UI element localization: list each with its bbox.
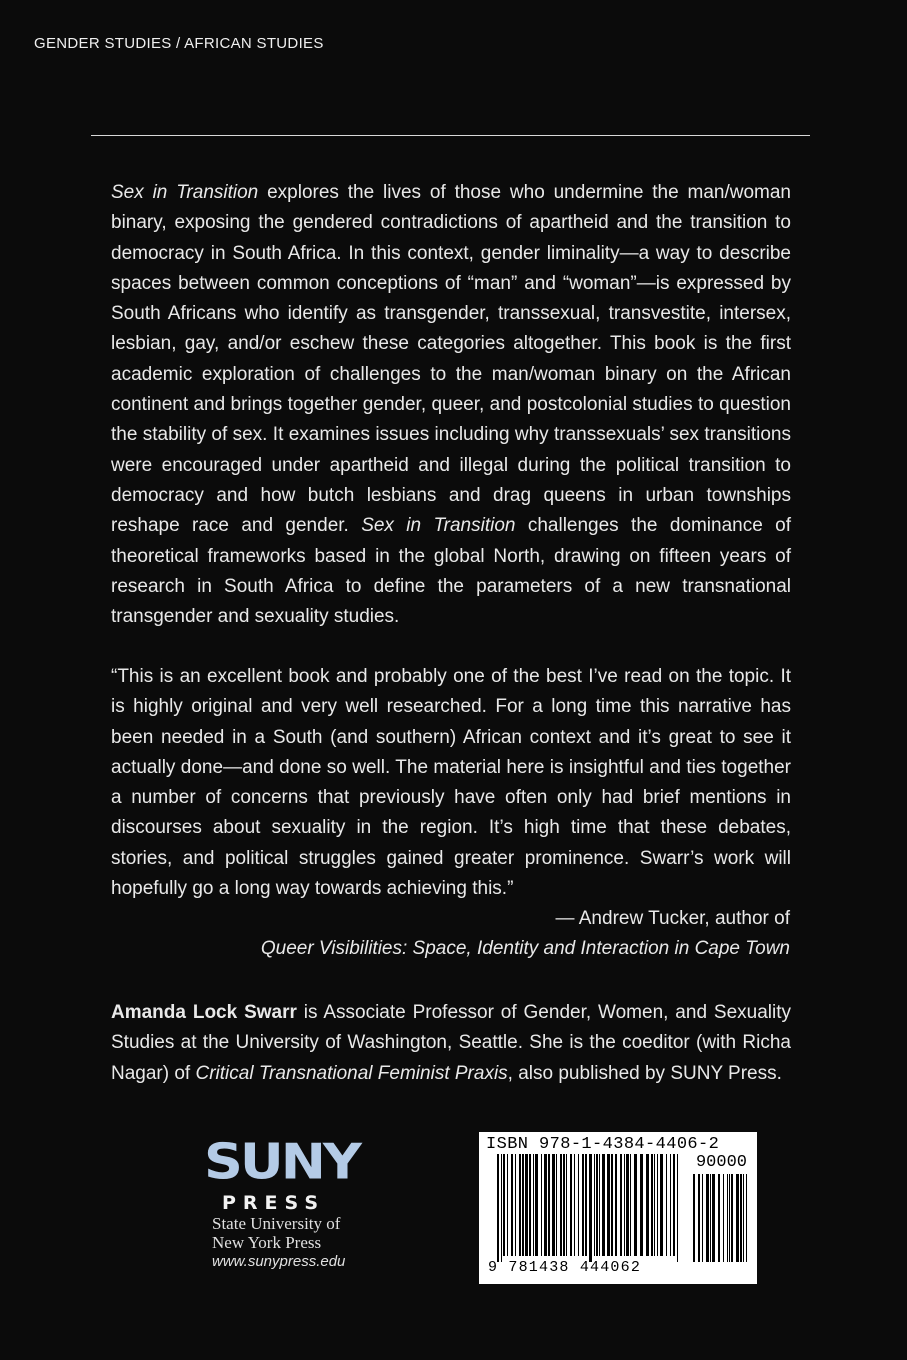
barcode-bar (660, 1154, 663, 1256)
barcode-bar (736, 1174, 739, 1262)
author-name: Amanda Lock Swarr (111, 1002, 297, 1023)
barcode-bar (673, 1154, 675, 1256)
book-title-repeat: Sex in Transition (361, 515, 516, 537)
barcode-bar (556, 1154, 557, 1256)
barcode-bar (585, 1154, 587, 1256)
author-bio (111, 998, 791, 1089)
barcode-bar (743, 1174, 744, 1262)
publisher-name-line-1: State University of (212, 1214, 341, 1233)
coedited-book-title: Critical Transnational Feminist Praxis (195, 1062, 508, 1084)
barcode-bar (727, 1174, 728, 1262)
barcode-bar (718, 1174, 720, 1262)
barcode-bar (563, 1154, 565, 1256)
barcode-bar (626, 1154, 629, 1256)
barcode-bar (693, 1174, 695, 1262)
barcode-bar (511, 1154, 513, 1256)
barcode-bar (599, 1154, 600, 1256)
barcode-bar (552, 1154, 555, 1256)
barcode-bar (596, 1154, 598, 1256)
price-code: 90000 (695, 1153, 747, 1172)
barcode-bar (698, 1174, 700, 1262)
barcode-bar (634, 1154, 637, 1256)
barcode-bar (646, 1154, 649, 1256)
ean-number: 9 781438 444062 (488, 1259, 642, 1276)
barcode-bar (566, 1154, 567, 1256)
book-description (111, 178, 791, 632)
barcode-bar (589, 1154, 592, 1262)
barcode-bar (578, 1154, 579, 1256)
isbn-barcode (479, 1132, 757, 1284)
publisher-name-line-2: New York Press (212, 1233, 322, 1252)
barcode-bar (651, 1154, 653, 1256)
barcode-bar (522, 1154, 524, 1256)
barcode-bar (706, 1174, 709, 1262)
barcode-bar (560, 1154, 562, 1256)
quote-attribution: — Andrew Tucker, author of (555, 908, 790, 929)
bio-text-1: is Associate Professor of Gender, Women, and Sexuality Studies at the University of Washington, Seattle. She is the coeditor (with Richa Nagar) of (111, 1002, 791, 1084)
barcode-bar (501, 1154, 502, 1262)
barcode-bar (515, 1154, 516, 1256)
barcode-bar (729, 1174, 730, 1262)
barcode-bar (519, 1154, 521, 1256)
barcode-bar (615, 1154, 617, 1256)
barcode-bar (624, 1154, 625, 1256)
barcode-bar (594, 1154, 595, 1256)
barcode-bar (544, 1154, 547, 1256)
barcode-bar (731, 1174, 733, 1262)
quote-source-title: Queer Visibilities: Space, Identity and Interaction in Cape Town (260, 938, 790, 959)
barcode-bar (712, 1174, 715, 1262)
barcode-bar (670, 1154, 671, 1256)
barcode-bar (654, 1154, 655, 1256)
divider-rule (91, 135, 810, 136)
barcode-bar (503, 1154, 505, 1256)
barcode-bar (640, 1154, 643, 1256)
barcode-bar (677, 1154, 678, 1262)
barcode-bar (620, 1154, 622, 1256)
barcode-bar (535, 1154, 538, 1256)
barcode-bar (574, 1154, 575, 1256)
endorsement-quote: “This is an excellent book and probably one of the best I’ve read on the topic. It is highly original and very well researched. For a long time this narrative has been needed in a South (and southern) African context and it’s great to see it actually done—and done so well. The material here is insightful and ties together a number of concerns that previously have often only had brief mentions in discourses about sexuality in the region. It’s high time that these debates, stories, and political struggles gained greater prominence. Swarr’s work will hopefully go a long way towards achieving this.” (111, 666, 791, 900)
bio-text-2: , also published by SUNY Press. (507, 1062, 782, 1084)
barcode-bar (602, 1154, 605, 1256)
barcode-bar (607, 1154, 610, 1256)
barcode-bar (582, 1154, 584, 1256)
barcode-bar (507, 1154, 508, 1256)
barcode-bar (548, 1154, 550, 1256)
barcode-bar (541, 1154, 542, 1256)
category-label: GENDER STUDIES / AFRICAN STUDIES (34, 35, 324, 52)
description-text-1: explores the lives of those who undermine the man/woman binary, exposing the gendered contradictions of apartheid and the transition to democracy in South Africa. In this context, gender liminality—a way to describe spaces between common conceptions of “man” and “woman”—is expressed by South Africans who identify as transgender, transsexual, transvestite, intersex, lesbian, gay, and/or eschew these categories altogether. This book is the first academic exploration of challenges to the man/woman binary on the African continent and brings together gender, queer, and postcolonial studies to question the stability of sex. It examines issues including why transsexuals’ sex transitions were encouraged under apartheid and illegal during the political transition to democracy and how butch lesbians and drag queens in urban townships reshape race and gender. (111, 182, 791, 537)
barcode-bar (533, 1154, 534, 1256)
barcode-bar (497, 1154, 499, 1262)
book-title: Sex in Transition (111, 182, 259, 203)
barcode-bar (630, 1154, 631, 1256)
barcode-bar (666, 1154, 667, 1256)
barcode-bar (746, 1174, 747, 1262)
publisher-logo (204, 1133, 369, 1271)
barcode-bar (740, 1174, 742, 1262)
barcode-bar (723, 1174, 724, 1262)
description-text-2: challenges the dominance of theoretical frameworks based in the global North, drawing on fifteen years of research in South Africa to define the parameters of a new transnational transgender and sexuality studies. (111, 515, 791, 628)
barcode-bar (570, 1154, 572, 1256)
barcode-bar (611, 1154, 613, 1256)
isbn-text: ISBN 978-1-4384-4406-2 (486, 1135, 720, 1154)
barcode-bar (525, 1154, 528, 1256)
suny-logo-text: SUNY (204, 1133, 360, 1191)
barcode-bar (710, 1174, 711, 1262)
barcode-bar (529, 1154, 531, 1256)
barcode-bar (657, 1154, 658, 1256)
press-logo-text: PRESS (222, 1192, 326, 1214)
barcode-bar (702, 1174, 703, 1262)
publisher-website: www.sunypress.edu (212, 1253, 346, 1270)
